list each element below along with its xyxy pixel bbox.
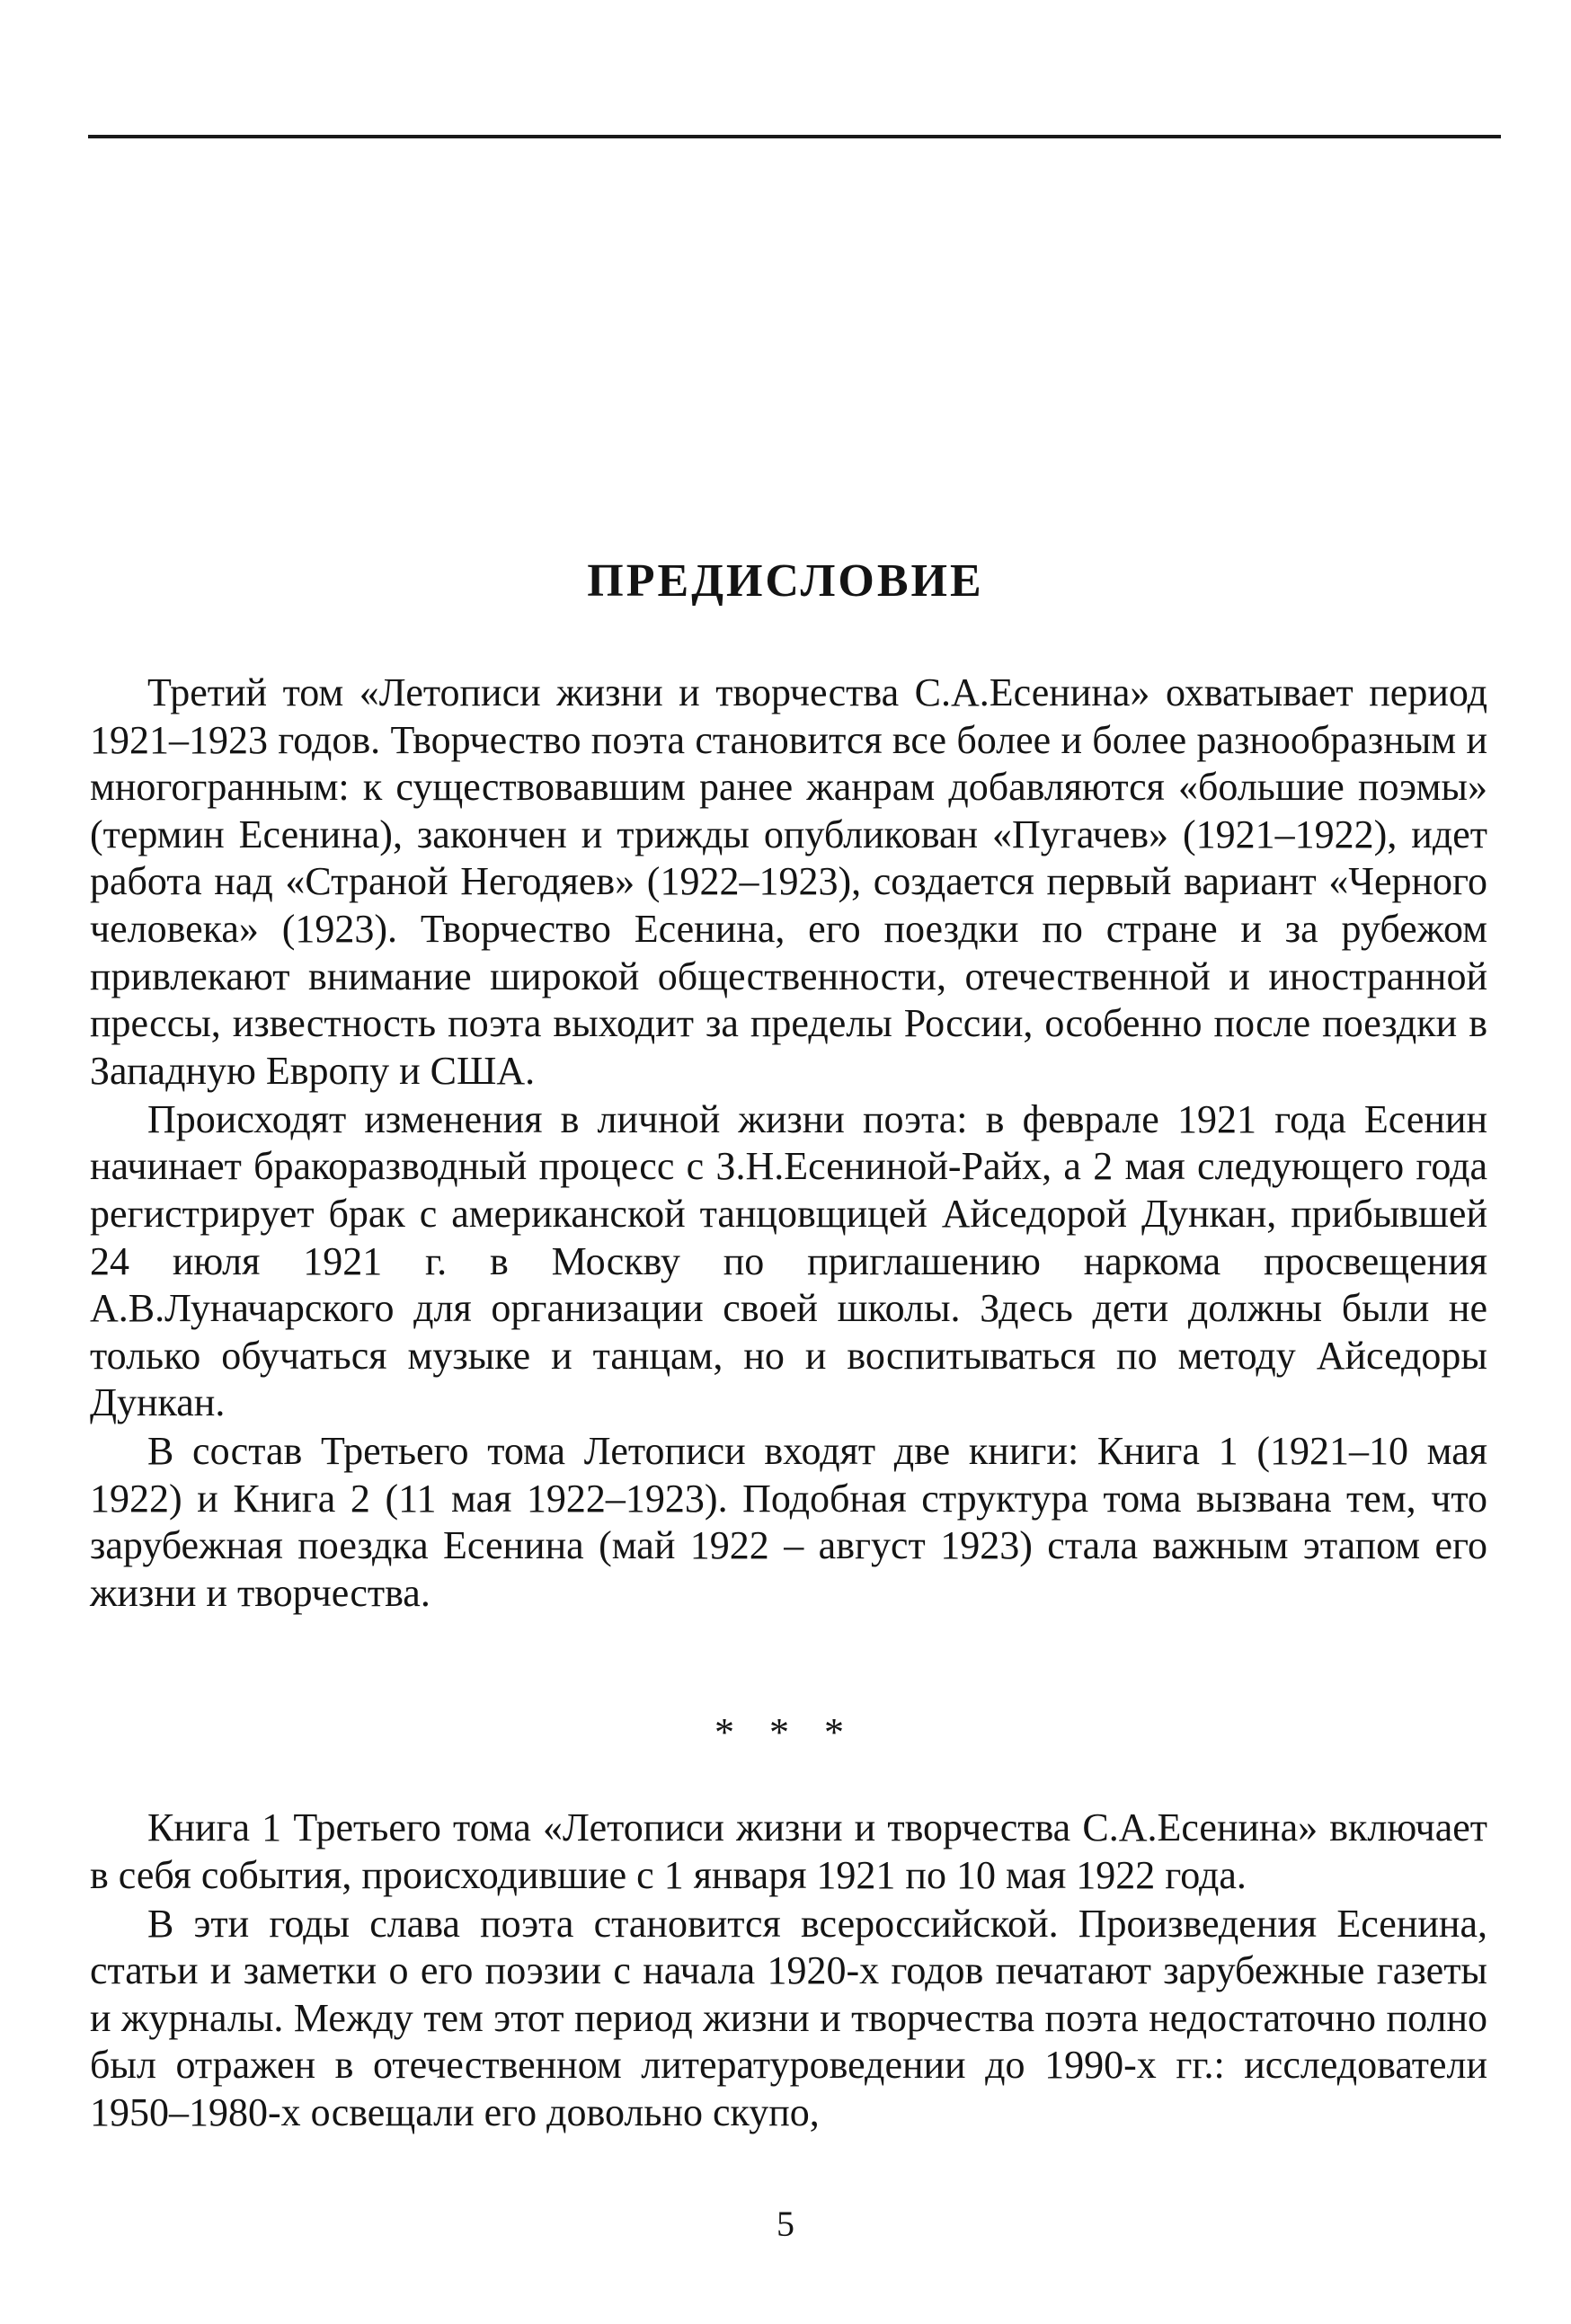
preface-body-part1 bbox=[90, 670, 1487, 1619]
preface-body-part2 bbox=[90, 1805, 1487, 2138]
paragraph-fame: В эти годы слава поэта становится всероссийской. Произведения Есенина, статьи и заметки о его поэзии с начала 1920-х годов печатают зарубежные газеты и журналы. Между тем этот период жизни и творчества поэта недостаточно полно был отражен в отечественном литературоведении до 1990-х гг.: исследователи 1950–1980-х освещали его довольно скупо, bbox=[90, 1901, 1487, 2134]
section-separator: * * * bbox=[714, 1710, 857, 1754]
top-rule bbox=[88, 135, 1501, 138]
page-number: 5 bbox=[777, 2204, 794, 2244]
paragraph-volume-structure: В состав Третьего тома Летописи входят две книги: Книга 1 (1921–10 мая 1922) и Книга 2 (11 мая 1922–1923). Подобная структура тома вызвана тем, что зарубежная поездка Есенина (май 1922 – август 1923) стала важным этапом его жизни и творчества. bbox=[90, 1429, 1487, 1616]
paragraph-personal-life: Происходят изменения в личной жизни поэта: в феврале 1921 года Есенин начинает бракоразводный процесс с З.Н.Есениной-Райх, а 2 мая следующего года регистрирует брак с американской танцовщицей Айседорой Дункан, прибывшей 24 июля 1921 г. в Москву по приглашению наркома просвещения А.В.Луначарского для организации своей школы. Здесь дети должны были не только обучаться музыке и танцам, но и воспитываться по методу Айседоры Дункан. bbox=[90, 1096, 1487, 1425]
page-title: ПРЕДИСЛОВИЕ bbox=[587, 555, 984, 607]
paragraph-book1-scope: Книга 1 Третьего тома «Летописи жизни и творчества С.А.Есенина» включает в себя события, происходившие с 1 января 1921 по 10 мая 1922 года. bbox=[90, 1805, 1487, 1897]
paragraph-volume-overview: Третий том «Летописи жизни и творчества С.А.Есенина» охватывает период 1921–1923 годов. Творчество поэта становится все более и более разнообразным и многогранным: к существовавшим ранее жанрам добавляются «большие поэмы» (термин Есенина), закончен и трижды опубликован «Пугачев» (1921–1922), идет работа над «Страной Негодяев» (1922–1923), создается первый вариант «Черного человека» (1923). Творчество Есенина, его поездки по стране и за рубежом привлекают внимание широкой общественности, отечественной и иностранной прессы, известность поэта выходит за пределы России, особенно после поездки в Западную Европу и США. bbox=[90, 670, 1487, 1093]
